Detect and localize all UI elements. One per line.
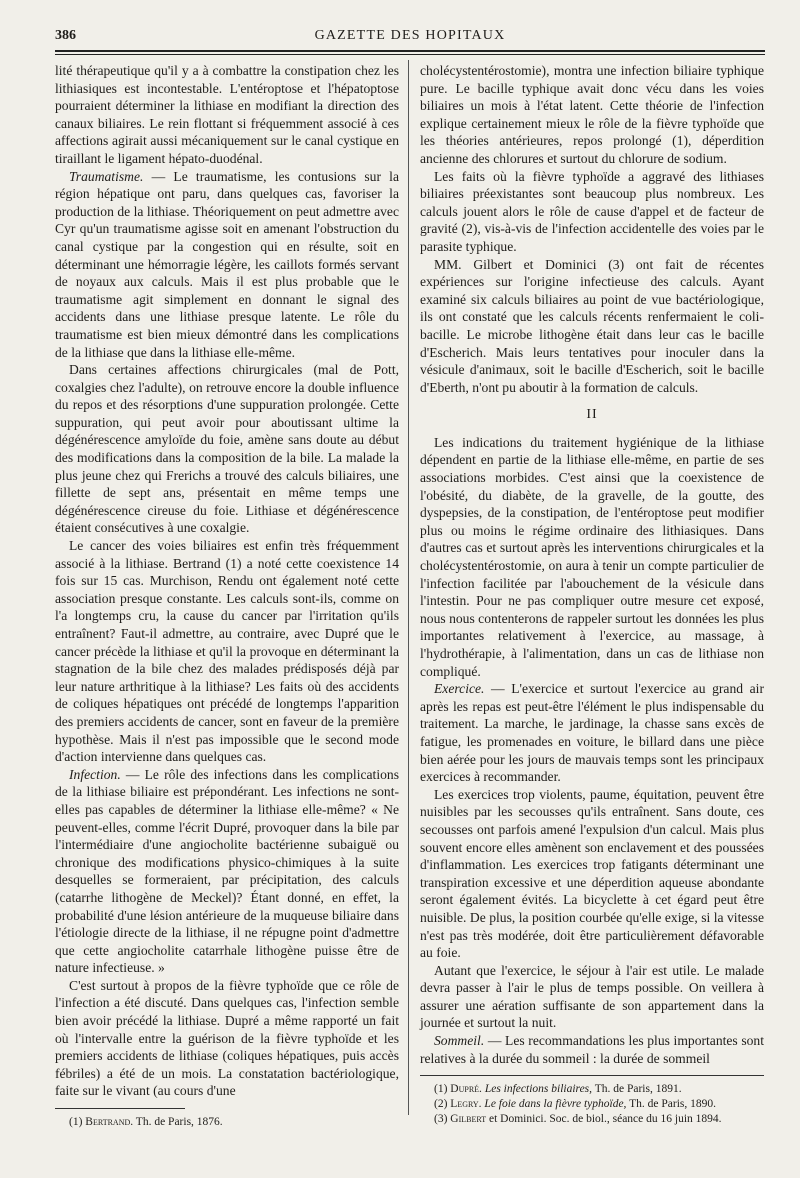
page-number: 386: [55, 28, 76, 43]
paragraph: Les indications du traitement hygiénique de la lithiase dépendent en partie de la lithiase elle-même, en partie de ses associations morbides. C'est ainsi que la coexistence de l'obésité, du diabète, de la gravelle, de la goutte, des dyspepsies, de la constipation, de l'entéroptose peut modifier plus ou moins le régime ordinaire des lithiasiques. Dans d'autres cas et surtout après les interventions chirurgicales et la cholécystentérostomie, on aura à tenir un compte particulier de l'infection facilitée par l'abouchement de la vésicule dans l'intestin. Pour ne pas compliquer outre mesure cet exposé, nous nous contenterons de rappeler surtout les données les plus importantes relativement à l'exercice, au massage, à l'hydrothérapie, à l'alimentation, dans un cas de lithiase non compliqué.: [420, 434, 764, 679]
paragraph: Les exercices trop violents, paume, équitation, peuvent être nuisibles par les secousses qu'ils entraînent. Sans doute, ces secousses ont parfois amené l'expulsion d'un calcul. Mais plus souvent encore elles amènent son enclavement et des poussées d'inflammation. Les exercices trop fatigants déterminant une transpiration excessive et une déperdition aqueuse abondante seront également évités. La bicyclette à cet égard peut être nuisible. De plus, la position courbée qu'elle exige, si la vitesse n'est pas très modérée, doit être particulièrement défavorable au foie.: [420, 786, 764, 961]
paragraph-text: — Le rôle des infections dans les complications de la lithiase biliaire est prépondérant. Les infections ne sont-elles pas capables de déterminer la lithiase elle-même? « Ne peuvent-elles, comme l'écrit Dupré, provoquer dans la bile par l'intermédiaire d'une angiocholite bactérienne subaiguë ou chronique des modifications physico-chimiques à la suite desquelles se formeraient, par précipitation, des calculs (catarrhe lithogène de Meckel)? Étant donné, en effet, la probabilité d'une lésion antérieure de la muqueuse biliaire dans l'étiologie directe de la lithiase, il ne répugne point d'admettre que cette angiocholite catarrhale lithogène puisse être de nature infectieuse. »: [55, 766, 399, 976]
left-column: [55, 62, 399, 1130]
footnote-rule: [55, 1108, 185, 1109]
page-header: [55, 26, 765, 48]
paragraph: [420, 1032, 764, 1067]
paragraph-text: — Les recommandations les plus importantes sont relatives à la durée du sommeil : la durée de sommeil: [420, 1033, 764, 1066]
footnote-number: (2): [434, 1098, 448, 1111]
right-column: [420, 62, 764, 1127]
footnote-title: Le foie dans la fièvre typhoïde,: [481, 1098, 627, 1111]
paragraph: MM. Gilbert et Dominici (3) ont fait de récentes expériences sur l'origine infectieuse des calculs. Ayant examiné six calculs biliaires au point de vue bactériologique, ils ont constaté que les calculs récents renfermaient le coli-bacille. Le microbe lithogène était dans leur cas le bacille d'Escherich. Mais leurs tentatives pour inoculer dans la vésicule d'animaux, soit le bacille d'Escherich, soit le bacille d'Eberth, n'ont pu aboutir à la formation de calculs.: [420, 256, 764, 395]
paragraph: [55, 766, 399, 977]
footnote-title: Les infections biliaires,: [481, 1083, 593, 1096]
paragraph: Dans certaines affections chirurgicales (mal de Pott, coxalgies chez l'adulte), on retrouve encore la double influence du repos et des résorptions d'une suppuration prolongée. Cette suppuration, qui peut avoir pour aboutissant ultime la dégénérescence amyloïde du foie, amène sans doute au début des modifications dans la composition de la bile. La malade la plus jeune chez qui Frerichs a trouvé des calculs biliaires, une fillette de sept ans, présentait en même temps une dégénérescence cireuse du foie. Lithiase et dégénérescence étaient consécutives à une coxalgie.: [55, 362, 399, 536]
paragraph: C'est surtout à propos de la fièvre typhoïde que ce rôle de l'infection a été discuté. Dans quelques cas, l'infection semble bien avoir précédé la lithiase. Dupré a même rapporté un fait où l'intervalle entre la guérison de la fièvre typhoïde et les premiers accidents de lithiase (coliques hépatiques, puis accès fébriles) a été de un mois. La constatation bactériologique, faite sur le vivant (au cours d'une: [55, 977, 399, 1099]
paragraph: [55, 168, 399, 362]
run-in-heading: Sommeil.: [434, 1033, 485, 1049]
footnote-text: et Dominici. Soc. de biol., séance du 16 juin 1894.: [486, 1113, 722, 1126]
paragraph: cholécystentérostomie), montra une infection biliaire typhique pure. Le bacille typhique avait donc vécu dans les voies biliaires un mois à l'état latent. Cette théorie de l'infection explique certainement mieux le rôle de la fièvre typhoïde que les théories antérieures, repos prolongé (1), déperdition ancienne des chlorures et surtout du chlorure de sodium.: [420, 63, 764, 166]
paragraph: Autant que l'exercice, le séjour à l'air est utile. Le malade devra passer à l'air le plus de temps possible. On veillera à assurer une aération suffisante de son appartement dans la journée et surtout la nuit.: [420, 962, 764, 1031]
column-divider: [408, 60, 409, 1115]
run-in-heading: Exercice.: [434, 681, 485, 697]
footnote-author: Dupré.: [450, 1083, 482, 1096]
paragraph-text: — L'exercice et surtout l'exercice au grand air après les repas est peut-être l'élément le plus indispensable du traitement. La marche, le jardinage, la chasse sans excès de fatigue, les promenades en voiture, le billard dans une pièce bien aérée pour les jours de mauvais temps sont les principaux exercices à recommander.: [420, 681, 764, 785]
run-in-heading: Infection.: [69, 766, 121, 782]
footnote-rule: [420, 1075, 764, 1076]
paragraph: Le cancer des voies biliaires est enfin très fréquemment associé à la lithiase. Bertrand (1) a noté cette coexistence 14 fois sur 15 cas. Murchison, Rendu ont également noté cette association presque constante. Les calculs sont-ils, comme on l'a longtemps cru, la cause du cancer par l'irritation qu'ils entraînent? Faut-il admettre, au contraire, avec Dupré que le cancer précède la lithiase et qu'il la provoque en déterminant la stagnation de la bile chez des malades prédisposés déjà par leur nature arthritique à la lithiase? Les faits où des accidents de coliques hépatiques ont précédé de longtemps l'apparition des premiers accidents de cancer, sont en faveur de la première hypothèse. Mais il n'est pas impossible que le second mode d'action intervienne dans quelques cas.: [55, 538, 399, 765]
running-title: GAZETTE DES HOPITAUX: [314, 28, 506, 43]
section-heading: II: [586, 407, 598, 423]
footnote-number: (1): [434, 1083, 448, 1096]
paragraph: lité thérapeutique qu'il y a à combattre la constipation chez les lithiasiques est incontestable. L'entéroptose et l'hépatoptose pourraient déterminer la lithiase en modifiant la direction des canaux biliaires. Le rein flottant si fréquemment associé à ces affections agirait aussi mécaniquement sur le canal cystique en tiraillant le ligament hépato-duodénal.: [55, 63, 399, 166]
footnote-author: Bertrand.: [85, 1116, 134, 1129]
footnote-author: Gilbert: [450, 1113, 487, 1126]
footnote-text: Th. de Paris, 1876.: [133, 1116, 223, 1129]
paragraph: [420, 680, 764, 786]
footnote: (1) Bertrand. Th. de Paris, 1876.: [69, 1116, 223, 1129]
footnote-text: Th. de Paris, 1890.: [626, 1098, 716, 1111]
footnote-author: Legry.: [450, 1098, 482, 1111]
header-rule: [55, 50, 765, 55]
footnote: [420, 1097, 764, 1112]
run-in-heading: Traumatisme.: [69, 168, 144, 184]
footnote-text: Th. de Paris, 1891.: [592, 1083, 682, 1096]
paragraph-text: — Le traumatisme, les contusions sur la région hépatique ont paru, dans quelques cas, favoriser la production de la lithiase. Théoriquement on peut admettre avec Cyr qu'un traumatisme agisse soit en amenant l'obstruction du canal cystique par la congestion qui en résulte, soit en déterminant une hémorragie légère, les caillots formés servant de noyaux aux calculs. Mais il est plus probable que le traumatisme agit simplement en donnant le signal des accidents dans une lithiase presque latente. Le rôle du traumatisme est bien mieux démontré dans les complications de la lithiase que dans la lithiase elle-même.: [55, 168, 399, 360]
footnote: [420, 1112, 764, 1127]
footnote: [420, 1082, 764, 1097]
paragraph: Les faits où la fièvre typhoïde a aggravé des lithiases biliaires préexistantes sont beaucoup plus nombreux. Les calculs jouent alors le rôle de cause d'appel et de facteur de gravité (2), vis-à-vis de l'infection accidentelle des voies par le parasite typhique.: [420, 168, 764, 254]
footnote-number: (3): [434, 1113, 448, 1126]
